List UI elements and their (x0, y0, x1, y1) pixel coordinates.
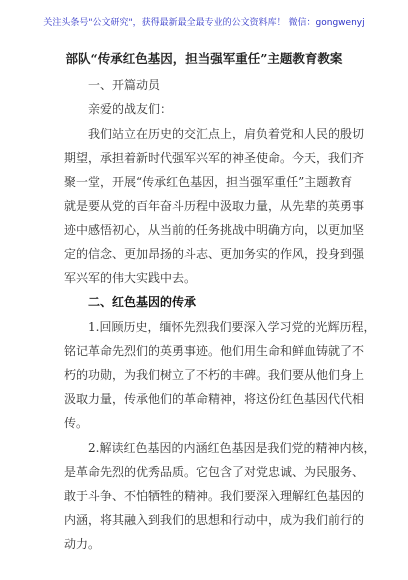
paragraph-2-line: 1.回顾历史，缅怀先烈我们要深入学习党的光辉历程， (88, 320, 376, 334)
paragraph-1-line: 我们站立在历史的交汇点上，肩负着党和人民的殷切 (88, 127, 365, 141)
paragraph-3-line: 动力。 (64, 537, 101, 551)
greeting: 亲爱的战友们： (88, 102, 173, 116)
paragraph-2-line: 朽的功勋，为我们树立了不朽的丰碑。我们要从他们身上 (64, 368, 365, 382)
paragraph-3-line: 敢于斗争、不怕牺牲的精神。我们要深入理解红色基因的 (64, 489, 365, 503)
header-banner: 关注头条号"公文研究"，获得最新最全最专业的公文资料库！ 微信：gongwenyj (43, 18, 365, 28)
paragraph-2-line: 铭记革命先烈们的英勇事迹。他们用生命和鲜血铸就了不 (64, 344, 365, 358)
paragraph-2-line: 传。 (64, 416, 89, 430)
section-heading-1: 一、开篇动员 (88, 78, 161, 92)
paragraph-1-line: 定的信念、更加昂扬的斗志、更加务实的作风，投身到强 (64, 247, 365, 261)
paragraph-2-line: 汲取力量，传承他们的革命精神，将这份红色基因代代相 (64, 392, 365, 406)
paragraph-1-line: 军兴军的伟大实践中去。 (64, 271, 197, 285)
document-title: 部队“传承红色基因，担当强军重任”主题教育教案 (65, 51, 343, 66)
paragraph-1-line: 期望，承担着新时代强军兴军的神圣使命。今天，我们齐 (64, 151, 365, 165)
paragraph-3-line: 内涵，将其融入到我们的思想和行动中，成为我们前行的 (64, 513, 365, 527)
paragraph-3-line: 是革命先烈的优秀品质。它包含了对党忠诚、为民服务、 (64, 465, 365, 479)
section-heading-2: 二、红色基因的传承 (88, 295, 197, 309)
paragraph-1-line: 迹中感悟初心，从当前的任务挑战中明确方向，以更加坚 (64, 223, 365, 237)
paragraph-3-line: 2.解读红色基因的内涵红色基因是我们党的精神内核， (88, 441, 376, 455)
paragraph-1-line: 聚一堂，开展“传承红色基因，担当强军重任”主题教育 (64, 175, 353, 189)
paragraph-1-line: 就是要从党的百年奋斗历程中汲取力量，从先辈的英勇事 (64, 199, 365, 213)
